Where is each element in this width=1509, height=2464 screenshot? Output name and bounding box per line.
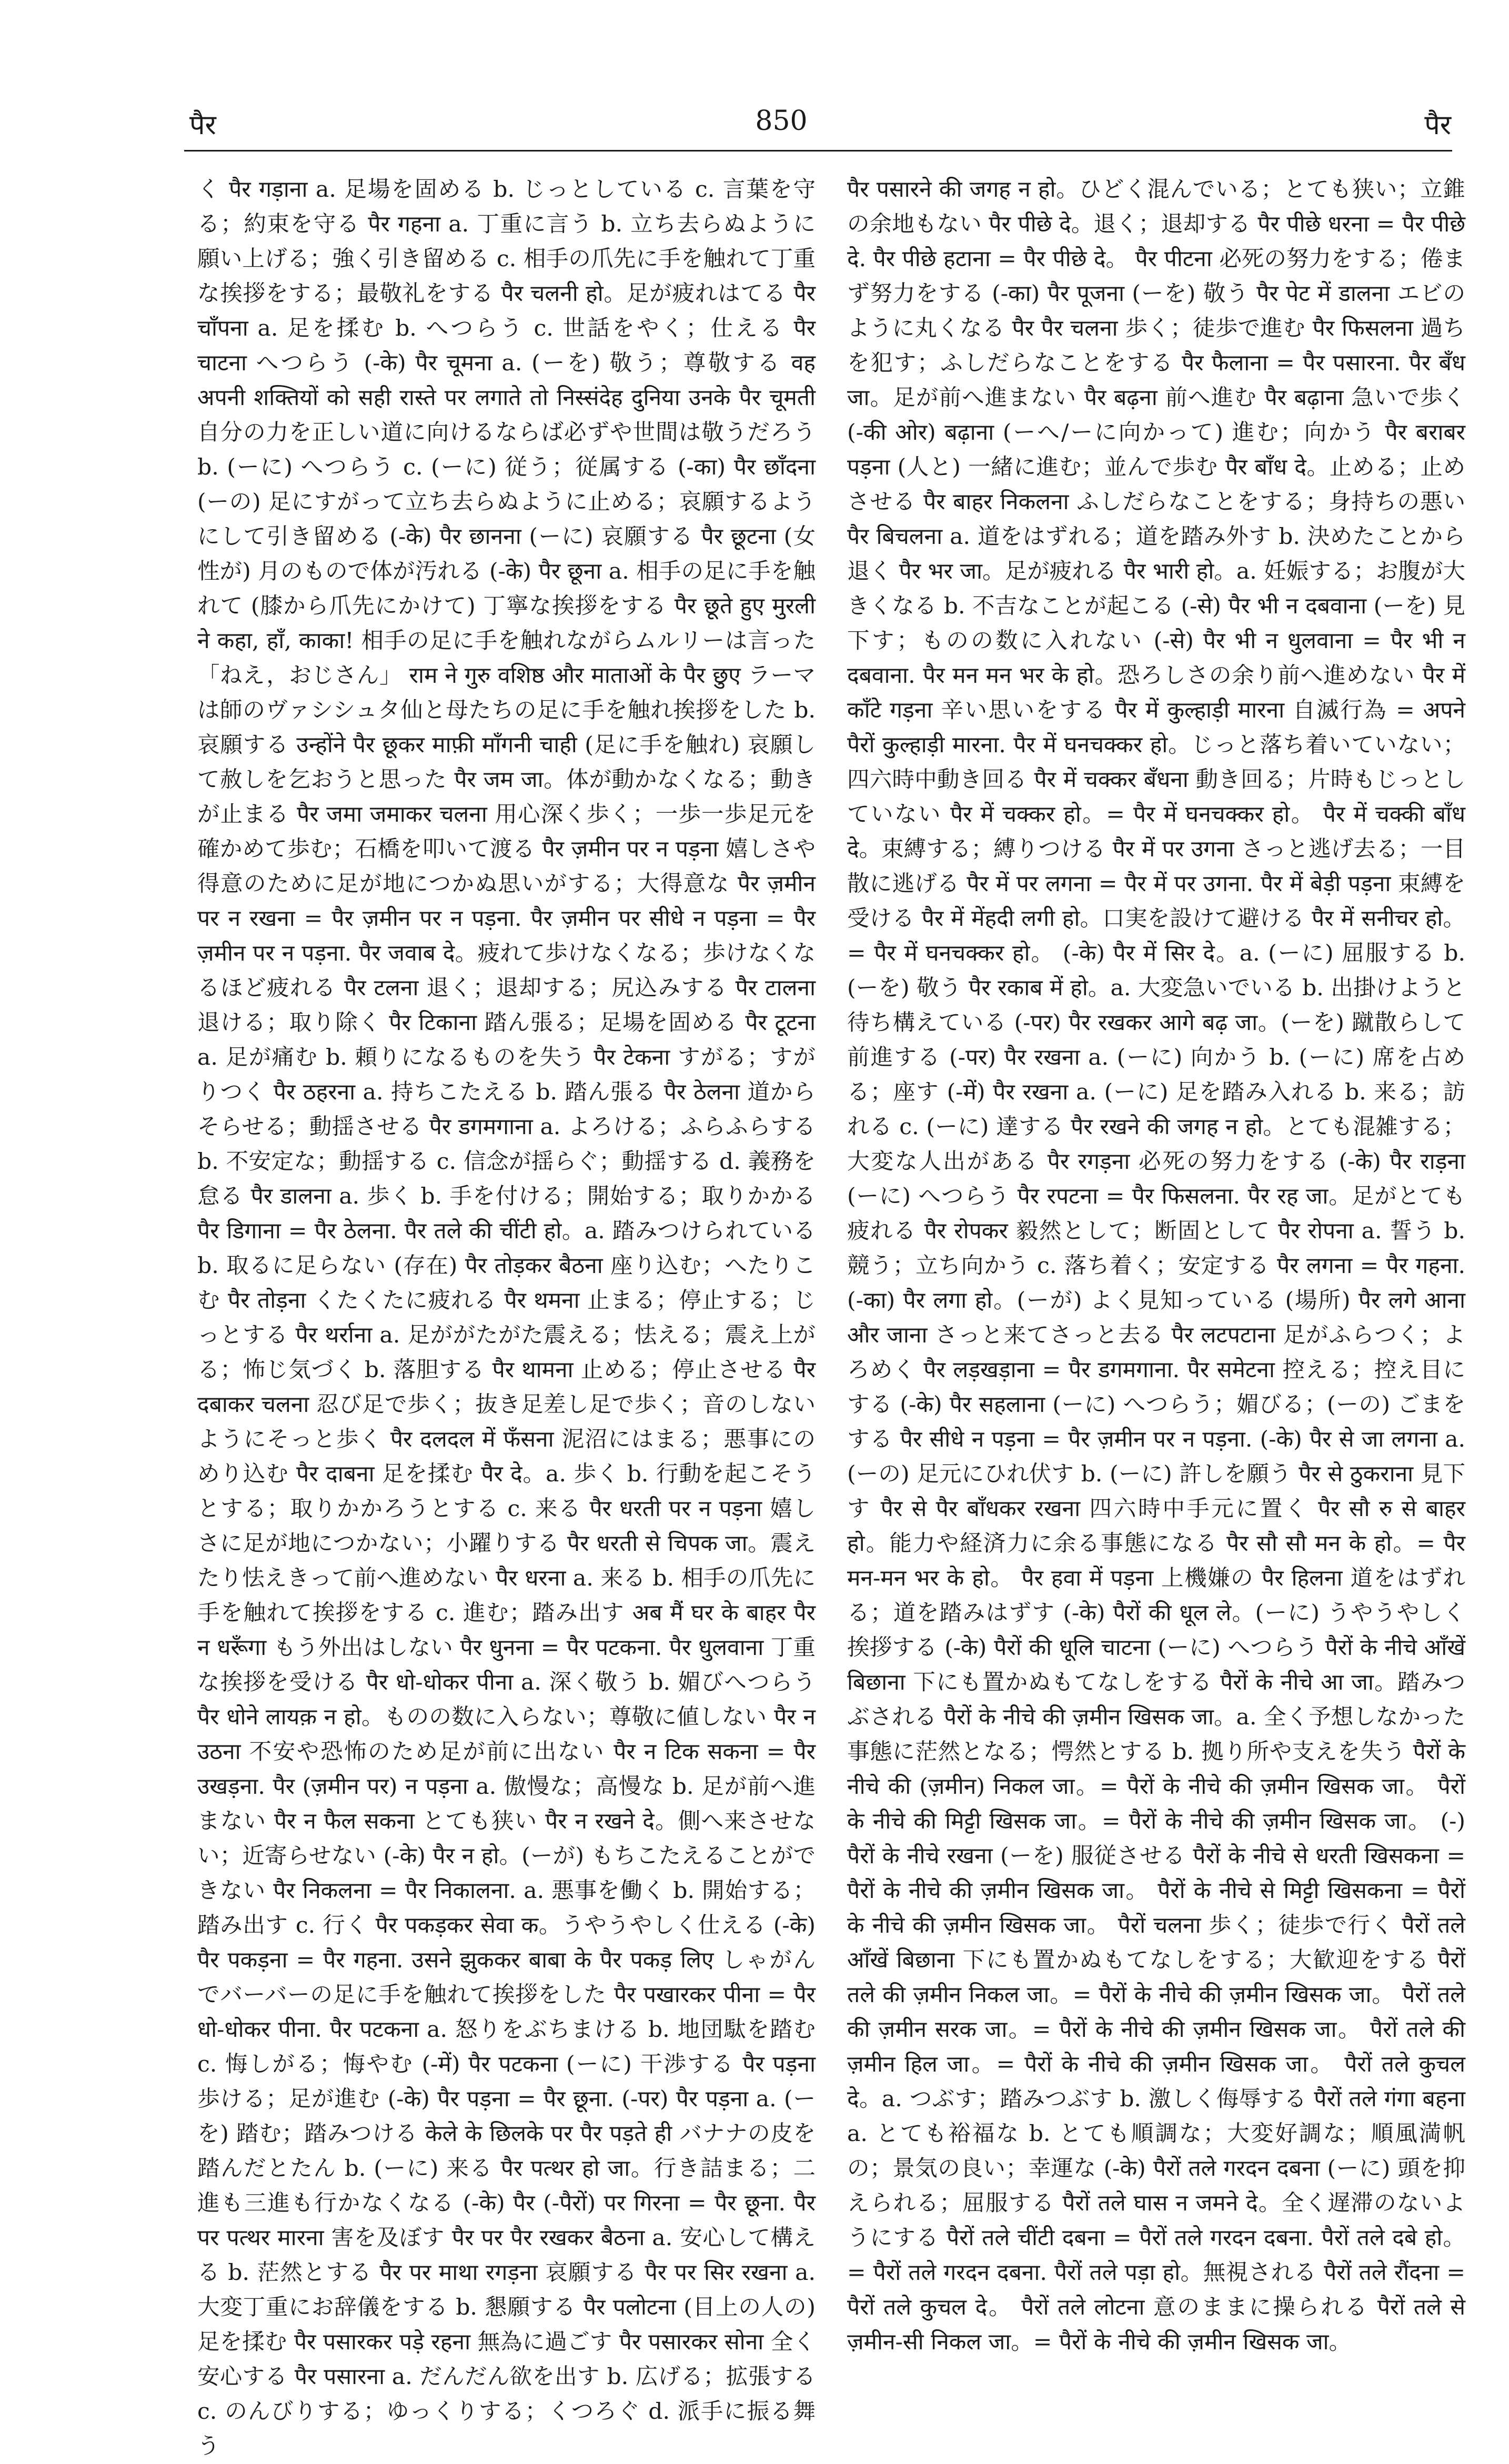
left-column-text: く पैर गड़ाना a. 足場を固める b. じっとしている c. 言葉を守る；約束を守る पैर गहना a. 丁重に言う b. 立ち去らぬように願い上げる；強く引き留める c. 相手の爪先に手を触れて丁重な挨拶をする；最敬礼をする पैर चलनी हो。足が疲れはてる पैर चाँपना a. 足を揉む b. へつらう c. 世話をやく；仕える पैर चाटना へつらう (-के) पैर चूमना a. (ーを) 敬う；尊敬する वह अपनी शक्तियों को सही रास्ते पर लगाते तो निस्संदेह दुनिया उनके पैर चूमती 自分の力を正しい道に向けるならば必ずや世間は敬うだろう b. (ーに) へつらう c. (ーに) 従う；従属する (-का) पैर छाँदना (ーの) 足にすがって立ち去らぬように止める；哀願するようにして引き留める (-के) पैर छानना (ーに) 哀願する पैर छूटना (女性が) 月のもので体が汚れる (-के) पैर छूना a. 相手の足に手を触れて (膝から爪先にかけて) 丁寧な挨拶をする पैर छूते हुए मुरली ने कहा, हाँ, काका! 相手の足に手を触れながらムルリーは言った 「ねえ，おじさん」 राम ने गुरु वशिष्ठ और माताओं के पैर छुए ラーマは師のヴァシシュタ仙と母たちの足に手を触れ挨拶をした b. 哀願する उन्होंने पैर छूकर माफ़ी माँगनी चाही (足に手を触れ) 哀願して赦しを乞おうと思った पैर जम जा。体が動かなくなる；動きが止まる पैर जमा जमाकर चलना 用心深く歩く；一歩一歩足元を確かめて歩む；石橋を叩いて渡る पैर ज़मीन पर न पड़ना 嬉しさや得意のために足が地につかぬ思いがする；大得意な पैर ज़मीन पर न रखना = पैर ज़मीन पर न पड़ना. पैर ज़मीन पर सीधे न पड़ना = पैर ज़मीन पर न पड़ना. पैर जवाब दे。疲れて歩けなくなる；歩けなくなるほど疲れる पैर टलना 退く；退却する；尻込みする पैर टालना 退ける；取り除く पैर टिकाना 踏ん張る；足場を固める पैर टूटना a. 足が痛む b. 頼りになるものを失う पैर टेकना すがる；すがりつく पैर ठहरना a. 持ちこたえる b. 踏ん張る पैर ठेलना 道からそらせる；動揺させる पैर डगमगाना a. よろける；ふらふらする b. 不安定な；動揺する c. 信念が揺らぐ；動揺する d. 義務を怠る पैर डालना a. 歩く b. 手を付ける；開始する；取りかかる पैर डिगाना = पैर ठेलना. पैर तले की चींटी हो。a. 踏みつけられている b. 取るに足らない (存在) पैर तोड़कर बैठना 座り込む；へたりこむ पैर तोड़ना くたくたに疲れる पैर थमना 止まる；停止する；じっとする पैर थर्राना a. 足ががたがた震える；怯える；震え上がる；怖じ気づく b. 落胆する पैर थामना 止める；停止させる पैर दबाकर चलना 忍び足で歩く；抜き足差し足で歩く；音のしないようにそっと歩く पैर दलदल में फँसना 泥沼にはまる；悪事にのめり込む पैर दाबना 足を揉む पैर दे。a. 歩く b. 行動を起こそうとする；取りかかろうとする c. 来る पैर धरती पर न पड़ना 嬉しさに足が地につかない；小躍りする पैर धरती से चिपक जा。震えたり怯えきって前へ進めない पैर धरना a. 来る b. 相手の爪先に手を触れて挨拶をする c. 進む；踏み出す अब मैं घर के बाहर पैर न धरूँगा もう外出はしない पैर धुनना = पैर पटकना. पैर धुलवाना 丁重な挨拶を受ける पैर धो-धोकर पीना a. 深く敬う b. 媚びへつらう पैर धोने लायक़ न हो。ものの数に入らない；尊敬に値しない पैर न उठना 不安や恐怖のため足が前に出ない पैर न टिक सकना = पैर उखड़ना. पैर (ज़मीन पर) न पड़ना a. 傲慢な；高慢な b. 足が前へ進まない पैर न फैल सकना とても狭い पैर न रखने दे。側へ来させない；近寄らせない (-के) पैर न हो。(ーが) もちこたえることができない पैर निकलना = पैर निकालना. a. 悪事を働く b. 開始する；踏み出す c. 行く पैर पकड़कर सेवा क。うやうやしく仕える (-के) पैर पकड़ना = पैर गहना. उसने झुककर बाबा के पैर पकड़ लिए しゃがんでバーバーの足に手を触れて挨拶をした पैर पखारकर पीना = पैर धो-धोकर पीना. पैर पटकना a. 怒りをぶちまける b. 地団駄を踏む c. 悔しがる；悔やむ (-में) पैर पटकना (ーに) 干渉する पैर पड़ना 歩ける；足が進む (-के) पैर पड़ना = पैर छूना. (-पर) पैर पड़ना a. (ーを) 踏む；踏みつける केले के छिलके पर पैर पड़ते ही バナナの皮を踏んだとたん b. (ーに) 来る पैर पत्थर हो जा。行き詰まる；二進も三進も行かなくなる (-के) पैर (-पैरों) पर गिरना = पैर छूना. पैर पर पत्थर मारना 害を及ぼす पैर पर पैर रखकर बैठना a. 安心して構える b. 茫然とする पैर पर माथा रगड़ना 哀願する पैर पर सिर रखना a. 大変丁重にお辞儀をする b. 懇願する पैर पलोटना (目上の人の) 足を揉む पैर पसारकर पड़े रहना 無為に過ごす पैर पसारकर सोना 全く安心する पैर पसारना a. だんだん欲を出す b. 広げる；拡張する c. のんびりする；ゆっくりする；くつろぐ d. 派手に振る舞う (197, 177, 816, 2459)
right-column-text: पैर पसारने की जगह न हो。ひどく混んでいる；とても狭い；立錐の余地もない पैर पीछे दे。退く；退却する पैर पीछे धरना = पैर पीछे दे. पैर पीछे हटाना = पैर पीछे दे。 पैर पीटना 必死の努力をする；倦まず努力をする (-का) पैर पूजना (ーを) 敬う पैर पेट में डालना エビのように丸くなる पैर पैर चलना 歩く；徒歩で進む पैर फिसलना 過ちを犯す；ふしだらなことをする पैर फैलाना = पैर पसारना. पैर बँध जा。足が前へ進まない पैर बढ़ना 前へ進む पैर बढ़ाना 急いで歩く (-की ओर) बढ़ाना (ーへ/ーに向かって) 進む；向かう पैर बराबर पड़ना (人と) 一緒に進む；並んで歩む पैर बाँध दे。止める；止めさせる पैर बाहर निकलना ふしだらなことをする；身持ちの悪い पैर बिचलना a. 道をはずれる；道を踏み外す b. 決めたことから退く पैर भर जा。足が疲れる पैर भारी हो。a. 妊娠する；お腹が大きくなる b. 不吉なことが起こる (-से) पैर भी न दबवाना (ーを) 見下す；ものの数に入れない (-से) पैर भी न धुलवाना = पैर भी न दबवाना. पैर मन मन भर के हो。恐ろしさの余り前へ進めない पैर में काँटे गड़ना 辛い思いをする पैर में कुल्हाड़ी मारना 自滅行為 = अपने पैरों कुल्हाड़ी मारना. पैर में घनचक्कर हो。じっと落ち着いていない；四六時中動き回る पैर में चक्कर बँधना 動き回る；片時もじっとしていない पैर में चक्कर हो。= पैर में घनचक्कर हो。 पैर में चक्की बाँध दे。束縛する；縛りつける पैर में पर उगना さっと逃げ去る；一目散に逃げる पैर में पर लगना = पैर में पर उगना. पैर में बेड़ी पड़ना 束縛を受ける पैर में मेंहदी लगी हो。口実を設けて避ける पैर में सनीचर हो。= पैर में घनचक्कर हो。 (-के) पैर में सिर दे。a. (ーに) 屈服する b. (ーを) 敬う पैर रकाब में हो。a. 大変急いでいる b. 出掛けようと待ち構えている (-पर) पैर रखकर आगे बढ़ जा。(ーを) 蹴散らして前進する (-पर) पैर रखना a. (ーに) 向かう b. (ーに) 席を占める；座す (-में) पैर रखना a. (ーに) 足を踏み入れる b. 来る；訪れる c. (ーに) 達する पैर रखने की जगह न हो。とても混雑する；大変な人出がある पैर रगड़ना 必死の努力をする (-के) पैर राड़ना (ーに) へつらう पैर रपटना = पैर फिसलना. पैर रह जा。足がとても疲れる पैर रोपकर 毅然として；断固として पैर रोपना a. 誓う b. 競う；立ち向かう c. 落ち着く；安定する पैर लगना = पैर गहना. (-का) पैर लगा हो。(ーが) よく見知っている (場所) पैर लगे आना और जाना さっと来てさっと去る पैर लटपटाना 足がふらつく；よろめく पैर लड़खड़ाना = पैर डगमगाना. पैर समेटना 控える；控え目にする (-के) पैर सहलाना (ーに) へつらう；媚びる；(ーの) ごまをする पैर सीधे न पड़ना = पैर ज़मीन पर न पड़ना. (-के) पैर से जा लगना a. (ーの) 足元にひれ伏す b. (ーに) 許しを願う पैर से ठुकराना 見下す पैर से पैर बाँधकर रखना 四六時中手元に置く पैर सौ रु से बाहर हो。能力や経済力に余る事態になる पैर सौ सौ मन के हो。= पैर मन-मन भर के हो。 पैर हवा में पड़ना 上機嫌の पैर हिलना 道をはずれる；道を踏みはずす (-के) पैरों की धूल ले。(ーに) うやうやしく挨拶する (-के) पैरों की धूलि चाटना (ーに) へつらう पैरों के नीचे आँखें बिछाना 下にも置かぬもてなしをする पैरों के नीचे आ जा。踏みつぶされる पैरों के नीचे की ज़मीन खिसक जा。a. 全く予想しなかった事態に茫然となる；愕然とする b. 拠り所や支えを失う पैरों के नीचे की (ज़मीन) निकल जा。= पैरों के नीचे की ज़मीन खिसक जा。 पैरों के नीचे की मिट्टी खिसक जा。= पैरों के नीचे की ज़मीन खिसक जा。 (-) पैरों के नीचे रखना (ーを) 服従させる पैरों के नीचे से धरती खिसकना = पैरों के नीचे की ज़मीन खिसक जा。 पैरों के नीचे से मिट्टी खिसकना = पैरों के नीचे की ज़मीन खिसक जा。 पैरों चलना 歩く；徒歩で行く पैरों तले आँखें बिछाना 下にも置かぬもてなしをする；大歓迎をする पैरों तले की ज़मीन निकल जा。= पैरों के नीचे की ज़मीन खिसक जा。 पैरों तले की ज़मीन सरक जा。= पैरों के नीचे की ज़मीन खिसक जा。 पैरों तले की ज़मीन हिल जा。= पैरों के नीचे की ज़मीन खिसक जा。 पैरों तले कुचल दे。a. つぶす；踏みつぶす b. 激しく侮辱する पैरों तले गंगा बहना a. とても裕福な b. とても順調な；大変好調な；順風満帆の；景気の良い；幸運な (-के) पैरों तले गरदन दबना (ーに) 頭を抑えられる；屈服する पैरों तले घास न जमने दे。全く遅滞のないようにする पैरों तले चींटी दबना = पैरों तले गरदन दबना. पैरों तले दबे हो。= पैरों तले गरदन दबना. पैरों तले पड़ा हो。無視される पैरों तले रौंदना = पैरों तले कुचल दे。 पैरों तले लोटना 意のままに操られる पैरों तले से ज़मीन-सी निकल जा。= पैरों के नीचे की ज़मीन खिसक जा。 (847, 177, 1466, 2355)
header-right-headword: पैर (1424, 109, 1451, 141)
left-column (197, 173, 816, 2459)
right-column (847, 173, 1466, 2355)
header-left-headword: पैर (189, 109, 216, 141)
header-rule (184, 150, 1452, 152)
page-number: 850 (755, 105, 808, 137)
